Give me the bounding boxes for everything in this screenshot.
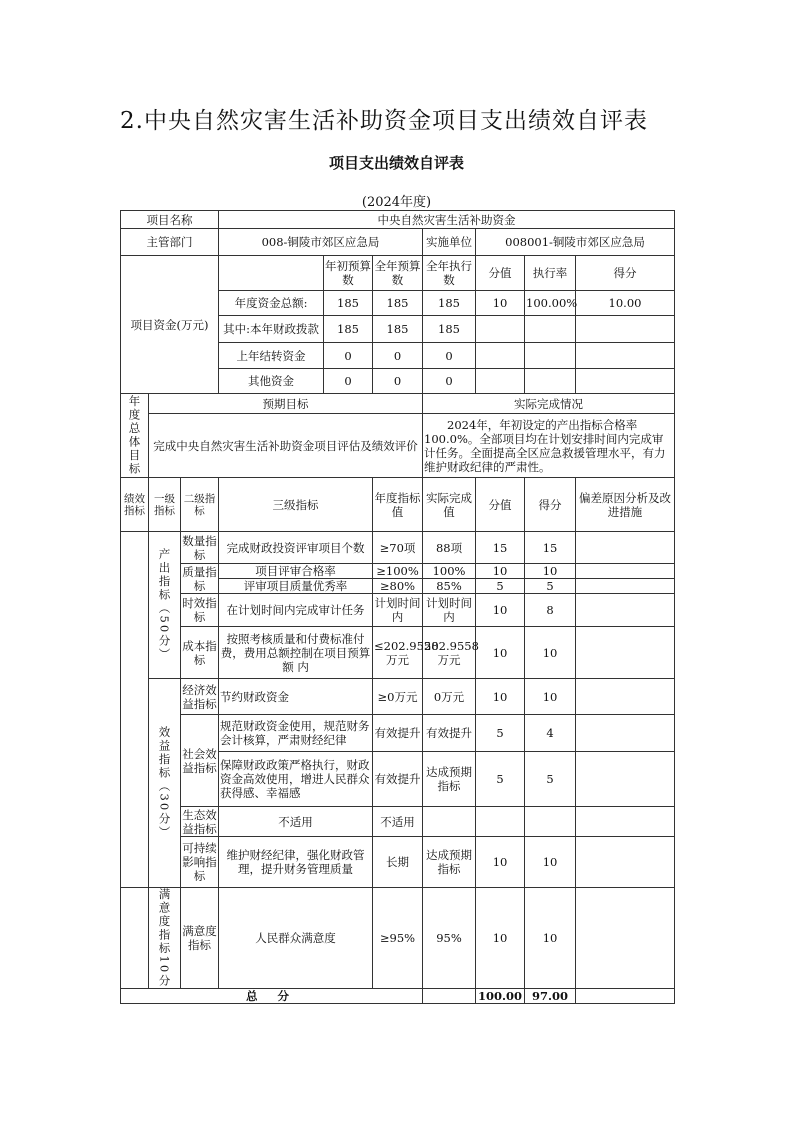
- target-value: ≥100%: [373, 564, 423, 579]
- col-header: 得分: [576, 256, 675, 291]
- target-value: 长期: [373, 837, 423, 888]
- label: 实施单位: [423, 229, 476, 256]
- level2-label: 经济效益指标: [181, 679, 219, 715]
- dept: 008-铜陵市郊区应急局: [219, 229, 423, 256]
- actual-value: 达成预期指标: [423, 837, 476, 888]
- deviation-note: [576, 752, 675, 807]
- actual-value: 有效提升: [423, 715, 476, 752]
- cell: 185: [423, 291, 476, 316]
- deviation-note: [576, 627, 675, 679]
- col-header: 执行率: [525, 256, 576, 291]
- cell: 185: [324, 316, 373, 343]
- label: 实际完成情况: [423, 394, 675, 414]
- actual-value: 85%: [423, 579, 476, 594]
- total-score: 100.00: [476, 988, 525, 1003]
- fund-name: 上年结转资金: [219, 343, 324, 369]
- col-header: 得分: [525, 478, 576, 532]
- goals-label-cell: [121, 394, 149, 478]
- actual-value: 100%: [423, 564, 476, 579]
- level3-indicator: 不适用: [219, 807, 373, 837]
- deviation-note: [576, 594, 675, 627]
- cell: 0: [423, 343, 476, 369]
- col-header: 全年预算数: [373, 256, 423, 291]
- got-score: 10: [525, 837, 576, 888]
- level2-label: 质量指标: [182, 564, 217, 593]
- target-value: ≥70项: [373, 532, 423, 564]
- target-value: 有效提升: [373, 715, 423, 752]
- total-row: [121, 988, 675, 1003]
- level3-indicator: 规范财政资金使用，规范财务会计核算，严肃财经纪律: [219, 715, 373, 752]
- score: 5: [476, 715, 525, 752]
- got-score: 10: [525, 627, 576, 679]
- deviation-note: [576, 532, 675, 564]
- indicator-header-row: [121, 478, 675, 532]
- cell: 0: [373, 343, 423, 369]
- level3-indicator: 节约财政资金: [219, 679, 373, 715]
- level1-label: 满意度指标10分: [157, 888, 172, 988]
- indicator-row: [121, 532, 675, 564]
- fund-name: 其中:本年财政拨款: [219, 316, 324, 343]
- got-score: 8: [525, 594, 576, 627]
- cell: 0: [324, 369, 373, 394]
- unit: 008001-铜陵市郊区应急局: [476, 229, 675, 256]
- col-header: 分值: [476, 256, 525, 291]
- label: 主管部门: [121, 229, 219, 256]
- deviation-note: [576, 564, 675, 579]
- level2-label: 成本指标: [181, 627, 219, 679]
- col-header: 分值: [476, 478, 525, 532]
- actual-value: 95%: [423, 888, 476, 989]
- actual-value: 达成预期指标: [423, 752, 476, 807]
- indicator-row: [121, 807, 675, 837]
- level2-label: 生态效益指标: [182, 807, 217, 836]
- goals-header-row: [121, 394, 675, 414]
- cell: 10.00: [576, 291, 675, 316]
- goals-label: 年度总体目标: [127, 395, 142, 476]
- col-header: 偏差原因分析及改进措施: [576, 478, 675, 532]
- expected-goal: 完成中央自然灾害生活补助资金项目评估及绩效评价: [149, 414, 423, 478]
- indicator-row: [121, 715, 675, 752]
- deviation-note: [576, 807, 675, 837]
- actual-value: 88项: [423, 532, 476, 564]
- funds-header-row: [121, 256, 675, 291]
- level3-indicator: 人民群众满意度: [219, 888, 373, 989]
- indicator-row: [121, 594, 675, 627]
- score: 10: [476, 564, 525, 579]
- got-score: [525, 807, 576, 837]
- score: 10: [476, 888, 525, 989]
- got-score: 4: [525, 715, 576, 752]
- got-score: 10: [525, 679, 576, 715]
- label: 预期目标: [149, 394, 423, 414]
- level1-cell: [149, 679, 181, 888]
- total-label: 总 分: [121, 988, 423, 1003]
- blank-cell: [121, 888, 149, 989]
- cell: 185: [423, 316, 476, 343]
- col-header: 绩效指标: [121, 478, 149, 532]
- actual-value: 计划时间内: [423, 594, 476, 627]
- table-title: 项目支出绩效自评表: [328, 154, 464, 172]
- level1-cell: [149, 888, 181, 989]
- level1-label: 产出指标（50分）: [157, 548, 172, 662]
- actual-value: 202.9558万元: [423, 627, 476, 679]
- score: 5: [476, 579, 525, 594]
- got-score: 15: [525, 532, 576, 564]
- goals-row: [121, 414, 675, 478]
- level3-indicator: 按照考核质量和付费标准付费，费用总额控制在项目预算额 内: [219, 627, 373, 679]
- deviation-note: [576, 715, 675, 752]
- score: 15: [476, 532, 525, 564]
- deviation-note: [576, 679, 675, 715]
- level2-label: 社会效益指标: [181, 715, 219, 807]
- funds-label: 项目资金(万元): [121, 256, 219, 394]
- indicator-row: [121, 679, 675, 715]
- level3-indicator: 项目评审合格率: [219, 564, 373, 579]
- target-value: ≥95%: [373, 888, 423, 989]
- target-value: 计划时间内: [373, 594, 423, 627]
- level2-label: 数量指标: [182, 533, 217, 562]
- label: 项目名称: [121, 211, 219, 229]
- blank-cell: [121, 532, 149, 888]
- level3-indicator: 维护财经纪律，强化财政管理，提升财务管理质量: [219, 837, 373, 888]
- level3-indicator: 保障财政政策严格执行，财政资金高效使用，增进人民群众获得感、幸福感: [219, 752, 373, 807]
- level3-indicator: 在计划时间内完成审计任务: [219, 594, 373, 627]
- score: 5: [476, 752, 525, 807]
- col-header: 年初预算数: [324, 256, 373, 291]
- indicator-row: [121, 888, 675, 989]
- score: 10: [476, 837, 525, 888]
- got-score: 5: [525, 579, 576, 594]
- self-evaluation-table: [120, 210, 675, 1004]
- target-value: ≥80%: [373, 579, 423, 594]
- fiscal-year: (2024年度): [361, 195, 432, 210]
- total-got: 97.00: [525, 988, 576, 1003]
- cell: 100.00%: [525, 291, 576, 316]
- got-score: 5: [525, 752, 576, 807]
- cell: 185: [373, 291, 423, 316]
- target-value: ≥0万元: [373, 679, 423, 715]
- score: 10: [476, 627, 525, 679]
- score: 10: [476, 594, 525, 627]
- target-value: 有效提升: [373, 752, 423, 807]
- level2-label: 时效指标: [181, 594, 219, 627]
- col-header: 实际完成值: [423, 478, 476, 532]
- level2-label: 可持续影响指标: [181, 837, 219, 888]
- col-header: 年度指标值: [373, 478, 423, 532]
- deviation-note: [576, 837, 675, 888]
- project-name: 中央自然灾害生活补助资金: [219, 211, 675, 229]
- got-score: 10: [525, 564, 576, 579]
- level1-label: 效益指标（30分）: [157, 726, 172, 840]
- cell: 0: [373, 369, 423, 394]
- score: 10: [476, 679, 525, 715]
- col-header: 全年执行数: [423, 256, 476, 291]
- deviation-note: [576, 888, 675, 989]
- level1-cell: [149, 532, 181, 679]
- indicator-row: [121, 837, 675, 888]
- blank: [219, 256, 324, 291]
- actual-result: 2024年，年初设定的产出指标合格率100.0%。全部项目均在计划安排时间内完成审计任务。全面提高全区应急救援管理水平，有力维护财政纪律的严肃性。: [423, 414, 675, 478]
- col-header: 一级指标: [149, 478, 181, 532]
- level3-indicator: 完成财政投资评审项目个数: [219, 532, 373, 564]
- indicator-row: [121, 627, 675, 679]
- cell: 0: [423, 369, 476, 394]
- score: [476, 807, 525, 837]
- cell: 185: [324, 291, 373, 316]
- level3-indicator: 评审项目质量优秀率: [219, 579, 373, 594]
- section-heading: 2.中央自然灾害生活补助资金项目支出绩效自评表: [120, 108, 648, 134]
- col-header: 三级指标: [219, 478, 373, 532]
- target-value: ≤202.9558万元: [373, 627, 423, 679]
- dept-row: [121, 229, 675, 256]
- indicator-row: [121, 564, 675, 579]
- deviation-note: [576, 579, 675, 594]
- got-score: 10: [525, 888, 576, 989]
- level2-label: 满意度指标: [181, 888, 219, 989]
- fund-name: 年度资金总额:: [219, 291, 324, 316]
- project-name-row: [121, 211, 675, 229]
- target-value: 不适用: [373, 807, 423, 837]
- fund-name: 其他资金: [219, 369, 324, 394]
- cell: 10: [476, 291, 525, 316]
- cell: 0: [324, 343, 373, 369]
- col-header: 二级指标: [181, 478, 219, 532]
- cell: 185: [373, 316, 423, 343]
- actual-value: 0万元: [423, 679, 476, 715]
- actual-value: [423, 807, 476, 837]
